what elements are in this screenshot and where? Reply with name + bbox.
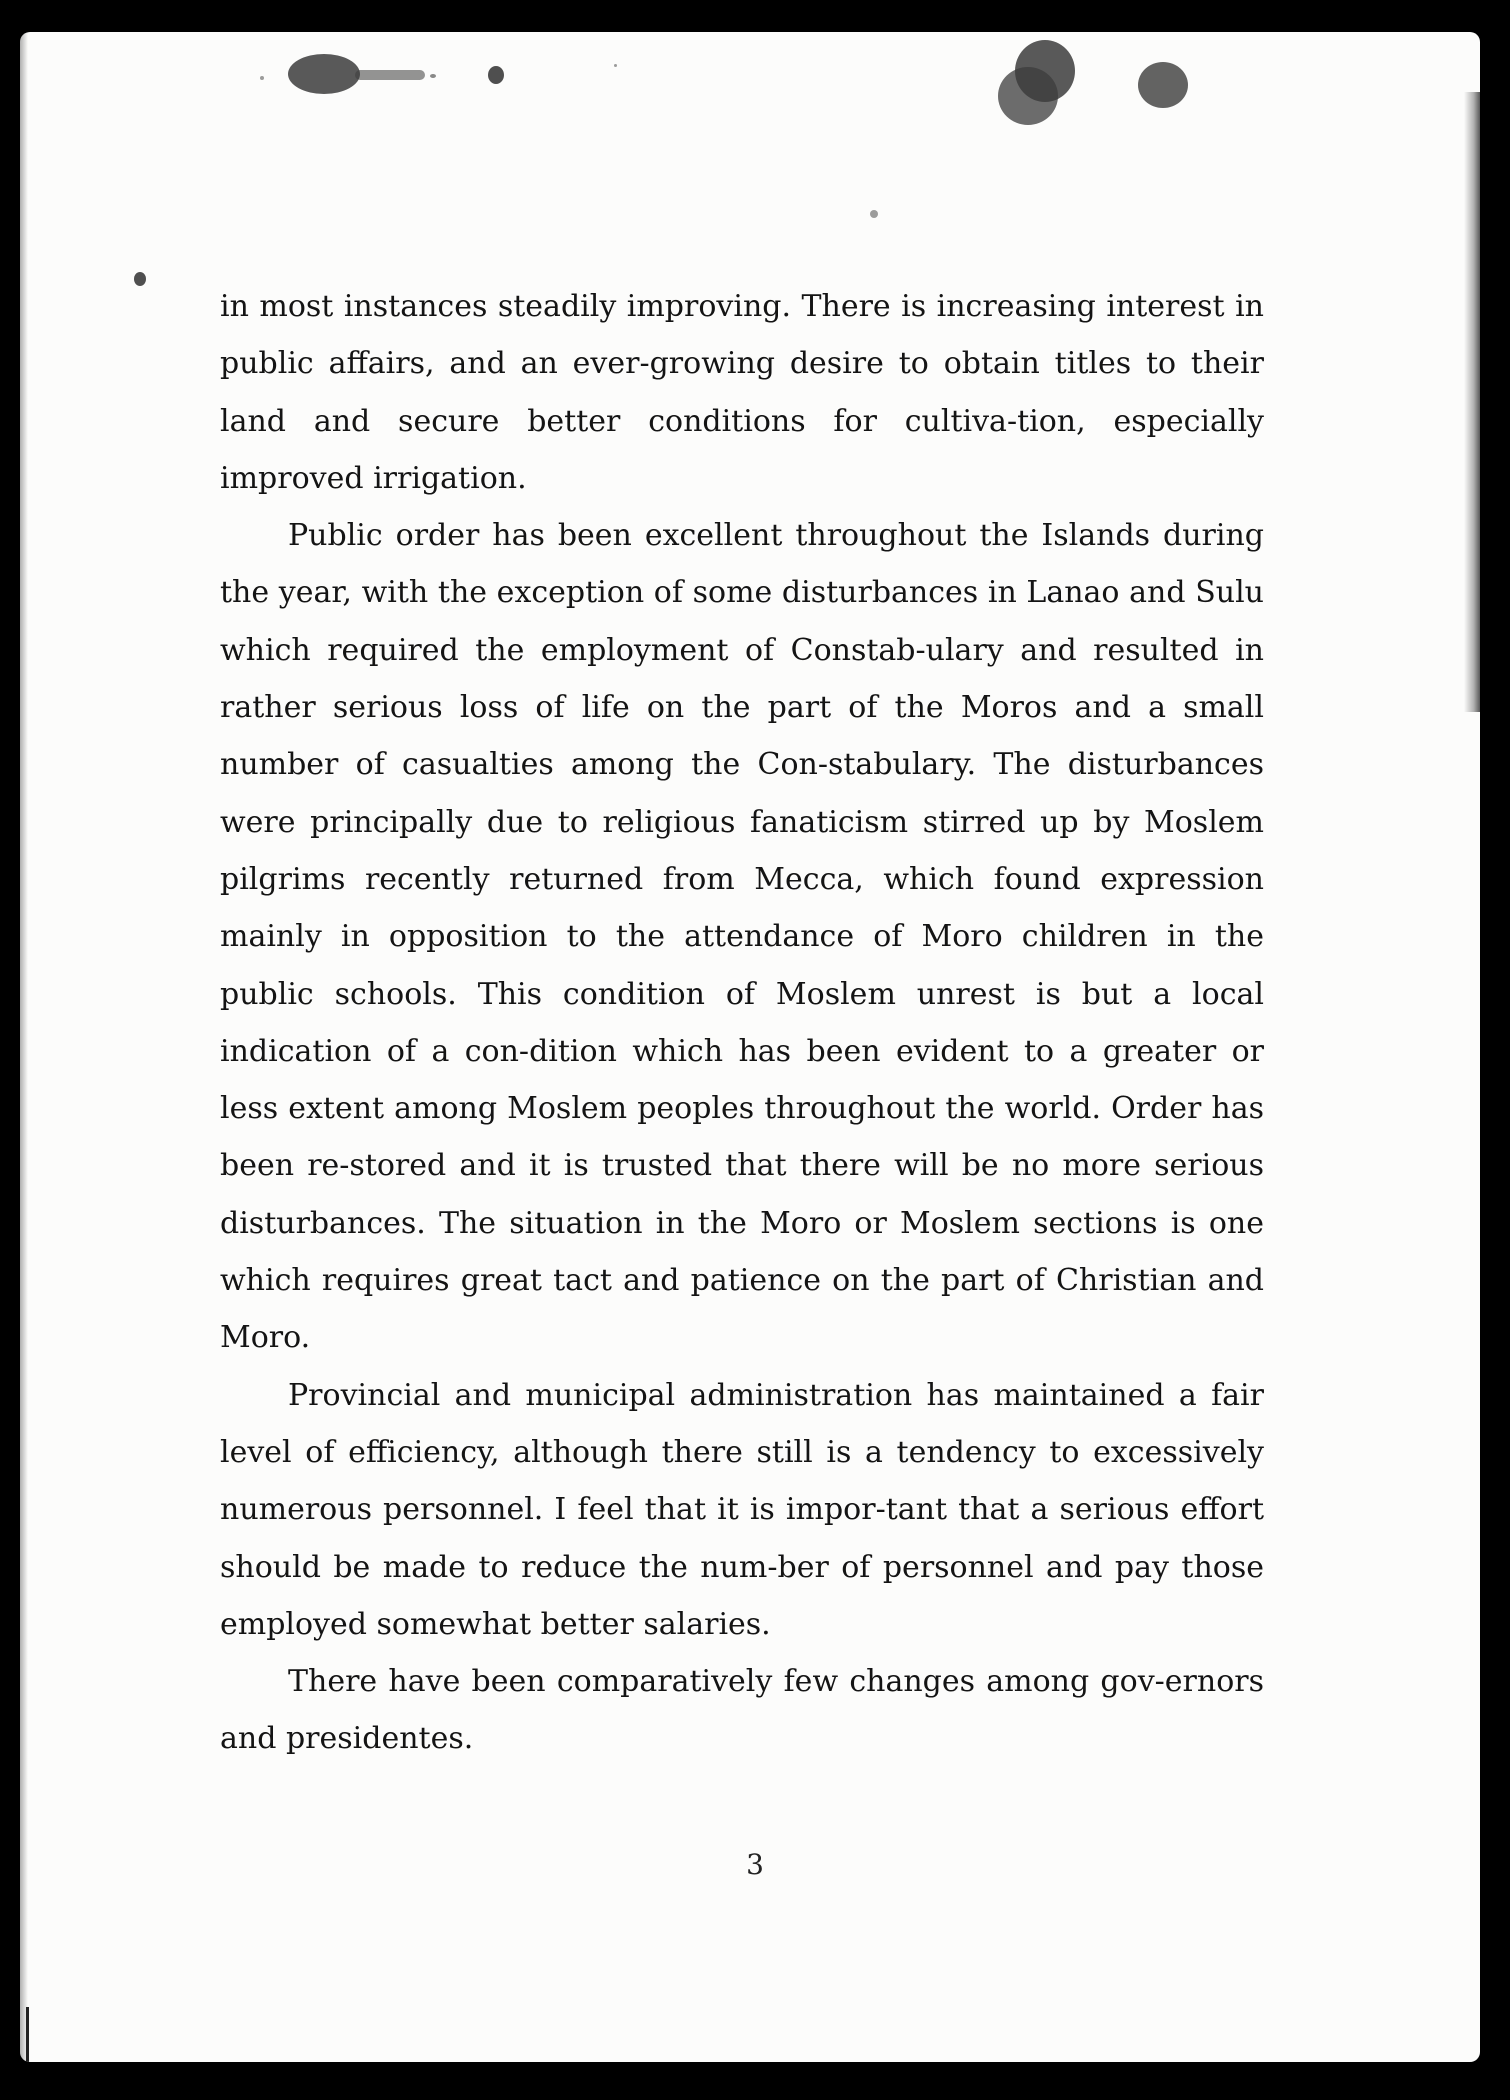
ink-speck xyxy=(614,64,617,67)
ink-smudge xyxy=(430,74,436,78)
page-edge-shadow-left xyxy=(20,32,28,2062)
ink-smudge xyxy=(288,54,360,94)
margin-dot xyxy=(134,272,146,286)
document-page xyxy=(20,32,1480,2062)
ink-speck xyxy=(870,210,878,218)
ink-speck xyxy=(260,76,264,80)
ink-smudge xyxy=(355,70,425,80)
ink-smudge xyxy=(488,66,504,84)
ink-stain xyxy=(998,67,1058,125)
paragraph-public-order: Public order has been excellent throughout the Islands during the year, with the exception of some disturbances in Lanao and Sulu which required the employment of Constab-ulary and resulted in rather serious loss of life on the part of the Moros and a small number of casualties among the Con-stabulary. The disturbances were principally due to religious fanaticism stirred up by Moslem pilgrims recently returned from Mecca, which found expression mainly in opposition to the attendance of Moro children in the public schools. This condition of Moslem unrest is but a local indication of a con-dition which has been evident to a greater or less extent among Moslem peoples throughout the world. Order has been re-stored and it is trusted that there will be no more serious disturbances. The situation in the Moro or Moslem sections is one which requires great tact and patience on the part of Christian and Moro. xyxy=(220,518,1264,1356)
paragraph-provincial-administration: Provincial and municipal administration has maintained a fair level of efficiency, although there still is a tendency to excessively numerous personnel. I feel that it is impor-tant that a serious effort should be made to reduce the num-ber of personnel and pay those employed somewhat better salaries. xyxy=(220,1377,1264,1642)
page-edge-shadow-right xyxy=(1464,92,1480,712)
paragraph-governors: There have been comparatively few changes among gov-ernors and presidentes. xyxy=(220,1664,1264,1757)
paragraph-continuation: in most instances steadily improving. There is increasing interest in public affairs, and an ever-growing desire to obtain titles to their land and secure better conditions for cultiva-tion, especially improved irrigation. xyxy=(220,289,1264,496)
ink-stain xyxy=(1138,62,1188,108)
page-number: 3 xyxy=(746,1848,764,1881)
body-text xyxy=(220,278,1264,1768)
scan-mark xyxy=(26,2007,29,2062)
